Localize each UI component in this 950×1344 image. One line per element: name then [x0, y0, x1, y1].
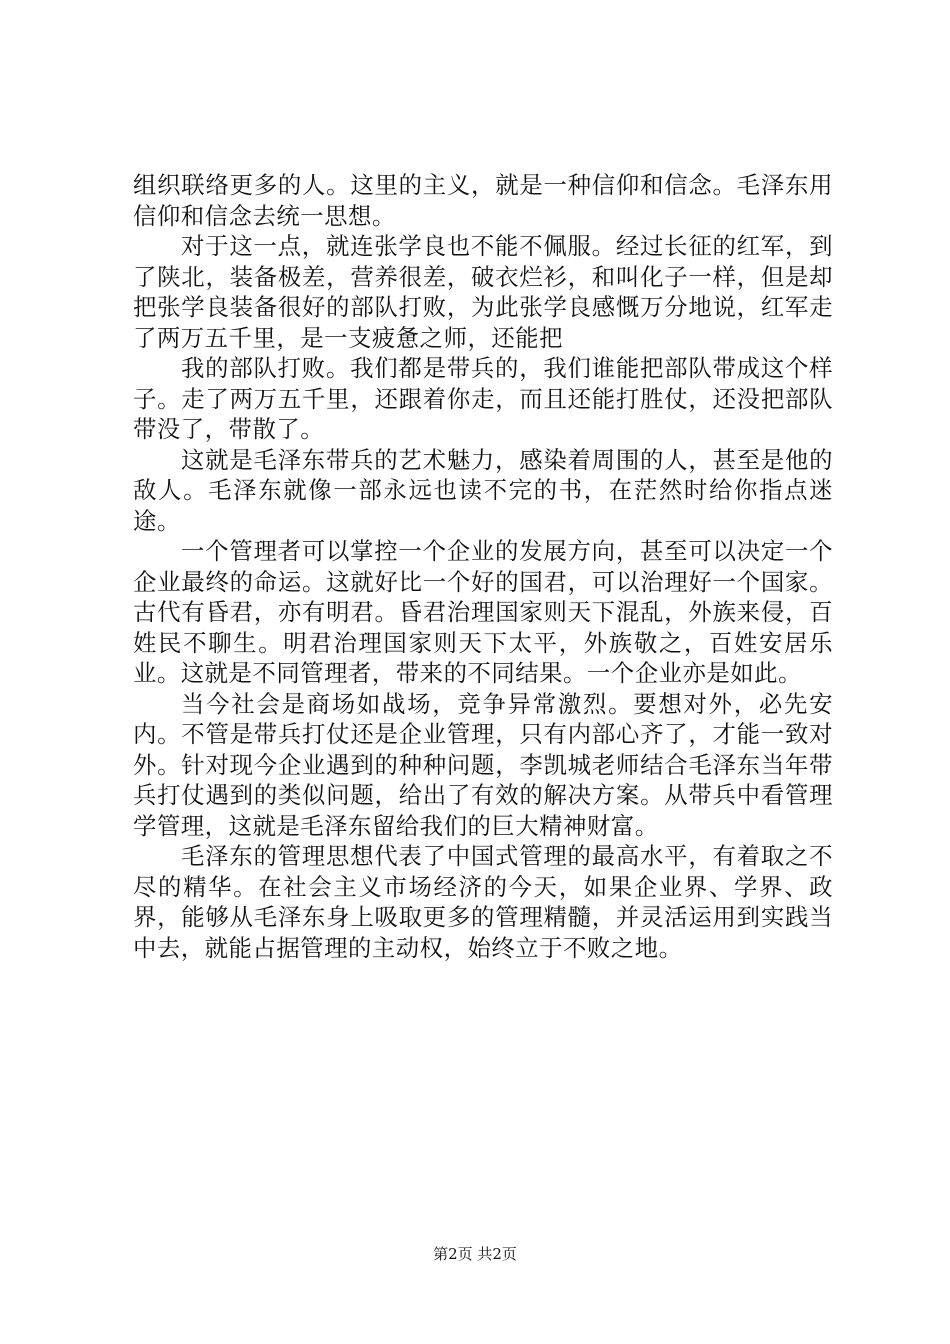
- document-body: [133, 170, 833, 963]
- page-number: 第2页 共2页: [433, 1245, 517, 1263]
- paragraph-5: 一个管理者可以掌控一个企业的发展方向，甚至可以决定一个企业最终的命运。这就好比一个好的国君，可以治理好一个国家。古代有昏君，亦有明君。昏君治理国家则天下混乱，外族来侵，百姓民不聊生。明君治理国家则天下太平，外族敬之，百姓安居乐业。这就是不同管理者，带来的不同结果。一个企业亦是如此。: [133, 537, 833, 687]
- page-footer: [0, 1244, 950, 1264]
- paragraph-2: 对于这一点，就连张学良也不能不佩服。经过长征的红军，到了陕北，装备极差，营养很差，破衣烂衫，和叫化子一样，但是却把张学良装备很好的部队打败，为此张学良感慨万分地说，红军走了两万五千里，是一支疲惫之师，还能把: [133, 232, 833, 352]
- paragraph-3: 我的部队打败。我们都是带兵的，我们谁能把部队带成这个样子。走了两万五千里，还跟着你走，而且还能打胜仗，还没把部队带没了，带散了。: [133, 354, 833, 443]
- paragraph-1: 组织联络更多的人。这里的主义，就是一种信仰和信念。毛泽东用信仰和信念去统一思想。: [133, 171, 833, 230]
- paragraph-6: 当今社会是商场如战场，竞争异常激烈。要想对外，必先安内。不管是带兵打仗还是企业管理，只有内部心齐了，才能一致对外。针对现今企业遇到的种种问题，李凯城老师结合毛泽东当年带兵打仗遇到的类似问题，给出了有效的解决方案。从带兵中看管理学管理，这就是毛泽东留给我们的巨大精神财富。: [133, 689, 833, 840]
- paragraph-4: 这就是毛泽东带兵的艺术魅力，感染着周围的人，甚至是他的敌人。毛泽东就像一部永远也读不完的书，在茫然时给你指点迷途。: [133, 445, 833, 535]
- paragraph-7: 毛泽东的管理思想代表了中国式管理的最高水平，有着取之不尽的精华。在社会主义市场经济的今天，如果企业界、学界、政界，能够从毛泽东身上吸取更多的管理精髓，并灵活运用到实践当中去，就能占据管理的主动权，始终立于不败之地。: [133, 842, 833, 962]
